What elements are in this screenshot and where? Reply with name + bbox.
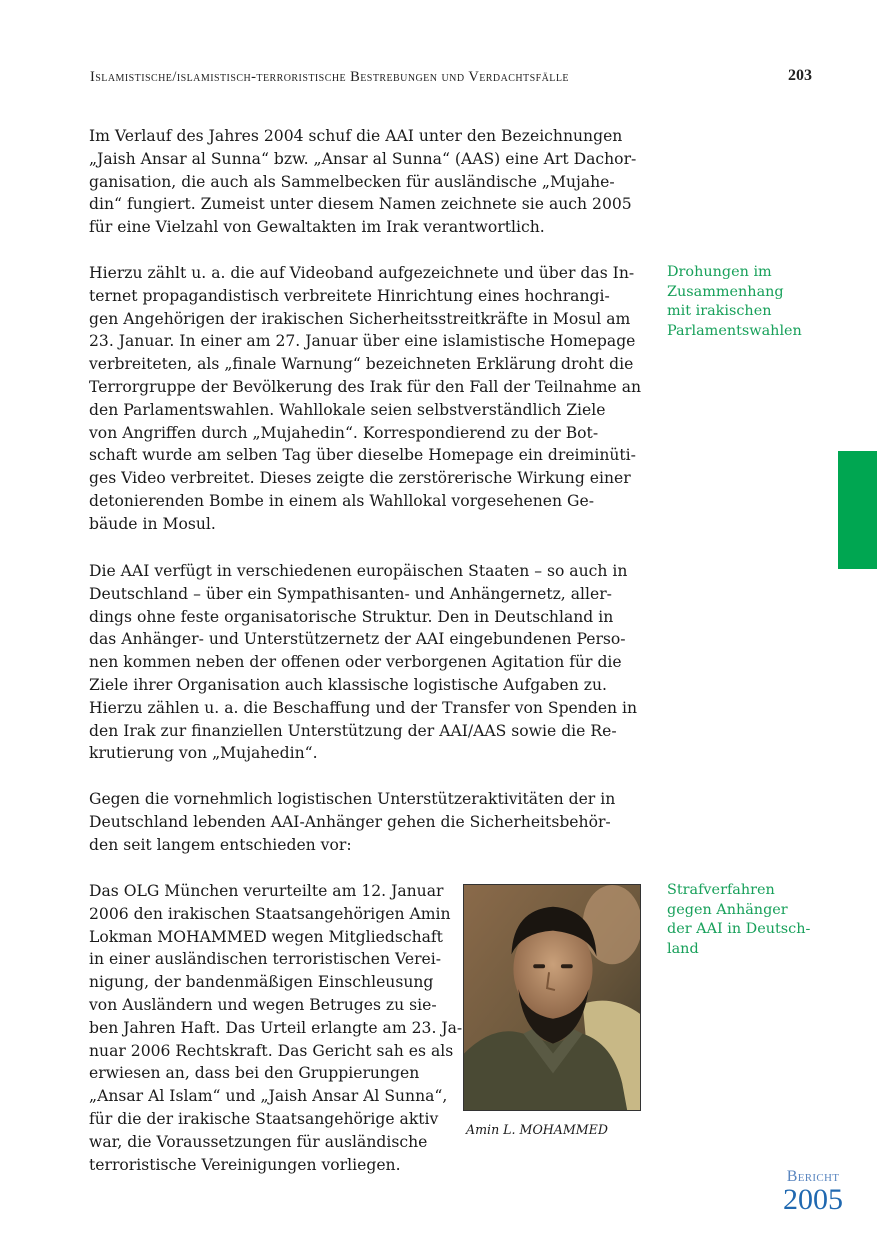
running-header-title: Islamistische/islamistisch-terroristische Bestrebungen und Verdachtsfälle xyxy=(90,69,569,85)
text-line: terroristische Vereinigungen vorliegen. xyxy=(89,1155,401,1174)
text-line: den Irak zur finanziellen Unterstützung der AAI/AAS sowie die Re- xyxy=(89,721,617,740)
text-line: ges Video verbreitet. Dieses zeigte die zerstörerische Wirkung einer xyxy=(89,469,631,488)
text-line: Terrorgruppe der Bevölkerung des Irak für den Fall der Teilnahme an xyxy=(89,377,642,396)
text-line: 23. Januar. In einer am 27. Januar über eine islamistische Homepage xyxy=(89,332,636,351)
margin-note-line: gegen Anhänger xyxy=(667,901,788,918)
text-line: „Ansar Al Islam“ und „Jaish Ansar Al Sunna“, xyxy=(89,1087,448,1106)
text-line: verbreiteten, als „finale Warnung“ bezeichneten Erklärung droht die xyxy=(89,355,634,374)
margin-note-line: Zusammenhang xyxy=(667,283,784,300)
text-line: ganisation, die auch als Sammelbecken für ausländische „Mujahe- xyxy=(89,172,615,191)
text-line: Hierzu zählt u. a. die auf Videoband aufgezeichnete und über das In- xyxy=(89,264,635,282)
margin-note-line: mit irakischen xyxy=(667,303,772,320)
text-line: Die AAI verfügt in verschiedenen europäischen Staaten – so auch in xyxy=(89,562,628,580)
text-line: für eine Vielzahl von Gewaltakten im Irak verantwortlich. xyxy=(89,218,545,237)
paragraph-1 xyxy=(89,125,649,239)
report-logo-year: 2005 xyxy=(783,1183,843,1216)
paragraph-4 xyxy=(89,788,649,856)
text-line: war, die Voraussetzungen für ausländische xyxy=(89,1132,428,1151)
text-line: Lokman MOHAMMED wegen Mitgliedschaft xyxy=(89,927,443,946)
text-line: detonierenden Bombe in einem als Wahllokal vorgesehenen Ge- xyxy=(89,491,594,510)
text-line: von Angriffen durch „Mujahedin“. Korrespondierend zu der Bot- xyxy=(89,423,599,442)
margin-note-line: land xyxy=(667,941,699,958)
margin-note-line: Parlamentswahlen xyxy=(667,323,802,340)
text-line: „Jaish Ansar al Sunna“ bzw. „Ansar al Sunna“ (AAS) eine Art Dachor- xyxy=(89,149,637,168)
text-line: Ziele ihrer Organisation auch klassische logistische Aufgaben zu. xyxy=(89,675,607,694)
margin-note-line: der AAI in Deutsch- xyxy=(667,921,811,938)
text-line: für die der irakische Staatsangehörige aktiv xyxy=(89,1109,439,1128)
text-line: Im Verlauf des Jahres 2004 schuf die AAI unter den Bezeichnungen xyxy=(89,127,623,145)
text-line: Das OLG München verurteilte am 12. Januar xyxy=(89,882,444,900)
text-line: 2006 den irakischen Staatsangehörigen Amin xyxy=(89,904,451,923)
text-line: Deutschland – über ein Sympathisanten- und Anhängernetz, aller- xyxy=(89,584,612,603)
text-line: nen kommen neben der offenen oder verborgenen Agitation für die xyxy=(89,653,622,672)
text-line: schaft wurde am selben Tag über dieselbe Homepage ein dreiminüti- xyxy=(89,446,636,465)
text-line: den seit langem entschieden vor: xyxy=(89,835,352,854)
text-line: in einer ausländischen terroristischen Verei- xyxy=(89,950,442,969)
paragraph-5 xyxy=(89,880,463,1176)
portrait-illustration xyxy=(464,885,640,1110)
text-line: erwiesen an, dass bei den Gruppierungen xyxy=(89,1064,420,1083)
text-line: ben Jahren Haft. Das Urteil erlangte am 23. Ja- xyxy=(89,1018,463,1037)
text-line: ternet propagandistisch verbreitete Hinrichtung eines hochrangi- xyxy=(89,286,610,305)
text-line: krutierung von „Mujahedin“. xyxy=(89,744,318,763)
photo-caption: Amin L. MOHAMMED xyxy=(466,1122,608,1137)
paragraph-3 xyxy=(89,560,649,765)
text-line: Gegen die vornehmlich logistischen Unterstützeraktivitäten der in xyxy=(89,790,616,808)
portrait-photo xyxy=(463,884,641,1111)
text-line: din“ fungiert. Zumeist unter diesem Namen zeichnete sie auch 2005 xyxy=(89,195,632,214)
margin-note-line: Drohungen im xyxy=(667,264,772,280)
report-logo xyxy=(778,1168,848,1214)
margin-note-line: Strafverfahren xyxy=(667,882,775,898)
running-header xyxy=(90,67,812,89)
margin-note-criminal-proceedings xyxy=(667,881,847,960)
text-line: den Parlamentswahlen. Wahllokale seien selbstverständlich Ziele xyxy=(89,400,606,419)
text-line: Hierzu zählen u. a. die Beschaffung und der Transfer von Spenden in xyxy=(89,698,638,717)
paragraph-2 xyxy=(89,262,649,536)
text-line: nuar 2006 Rechtskraft. Das Gericht sah es als xyxy=(89,1041,454,1060)
text-line: gen Angehörigen der irakischen Sicherheitsstreitkräfte in Mosul am xyxy=(89,309,631,328)
text-line: von Ausländern und wegen Betruges zu sie- xyxy=(89,995,437,1014)
text-line: nigung, der bandenmäßigen Einschleusung xyxy=(89,973,434,992)
text-line: das Anhänger- und Unterstützernetz der AAI eingebundenen Perso- xyxy=(89,630,626,649)
text-line: Deutschland lebenden AAI-Anhänger gehen die Sicherheitsbehör- xyxy=(89,812,611,831)
chapter-tab xyxy=(838,451,877,569)
text-line: bäude in Mosul. xyxy=(89,514,216,533)
page-number: 203 xyxy=(788,67,812,84)
margin-note-threats xyxy=(667,263,847,342)
report-logo-word: Bericht xyxy=(786,1168,840,1185)
text-line: dings ohne feste organisatorische Struktur. Den in Deutschland in xyxy=(89,607,614,626)
